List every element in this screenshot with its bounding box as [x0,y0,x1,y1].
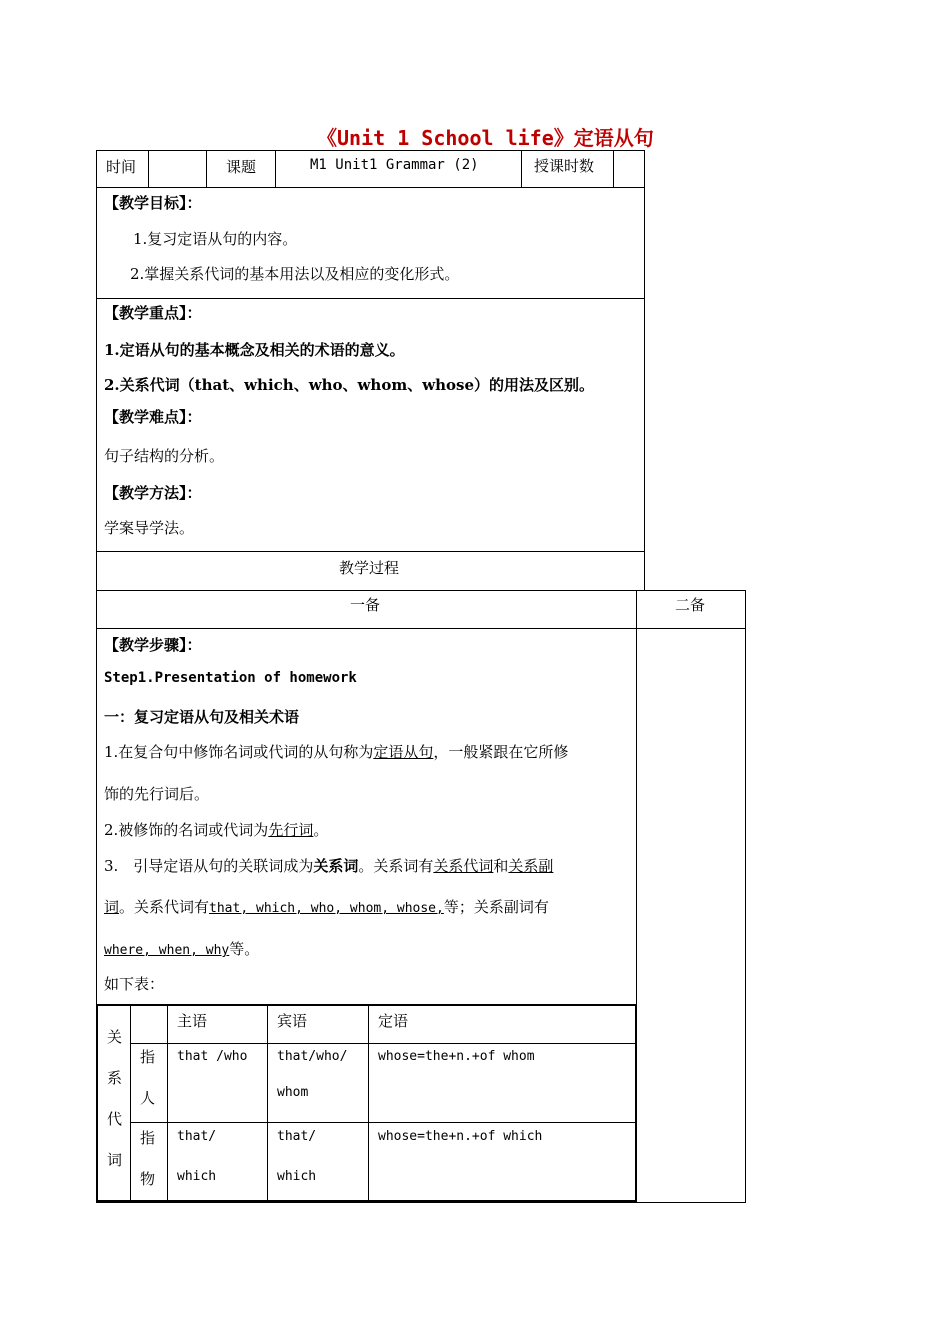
topic-label: 课题 [226,158,257,176]
p1-text-a: 1.在复合句中修饰名词或代词的从句称为 [104,743,374,761]
p1-text-b: ，一般紧跟在它所修 [433,743,569,761]
paragraph-2 [104,819,328,840]
rel-cell-attr-text: whose=the+n.+of which [378,1129,543,1144]
hours-label: 授课时数 [534,157,595,175]
p3-list: that, which, who, whom, whose, [209,901,444,916]
col-second-header [636,590,746,629]
steps-heading: 【教学步骤】： [104,636,202,654]
rel-cell-subject [167,1122,268,1202]
rel-side-cell [96,1004,131,1202]
rel-cell-object-text: that/ [277,1129,317,1144]
rel-cell-attr [368,1043,637,1123]
rel-header-attr [368,1004,637,1044]
time-label: 时间 [106,158,137,176]
process-label: 教学过程 [339,559,400,577]
objectives-section [96,187,645,299]
rel-row-label-char: 指 [140,1129,156,1147]
process-label-cell [96,551,645,591]
p3-term2b: 词 [104,898,120,916]
paragraph-1 [104,741,568,762]
table-intro: 如下表： [104,975,165,993]
methods-text: 学案导学法。 [104,519,195,537]
p3-list2: where, when, why [104,943,230,958]
header-time-value-cell [148,150,207,188]
rel-side-char: 关 [107,1028,123,1046]
rel-side-char: 系 [107,1069,123,1087]
rel-row-label-char: 指 [140,1048,156,1066]
objective-item: 1.复习定语从句的内容。 [133,230,298,248]
col-second-label: 二备 [675,596,706,614]
rel-cell-attr-text: whose=the+n.+of whom [378,1049,535,1064]
p3-text-a: 3. 引导定语从句的关联词成为 [104,857,314,875]
rel-row-label-char: 人 [140,1089,156,1107]
rel-header-subject-label: 主语 [177,1012,208,1030]
objective-item: 2.掌握关系代词的基本用法以及相应的变化形式。 [130,265,460,283]
document-title: 《Unit 1 School life》定语从句 [317,126,654,150]
paragraph-3-line3 [104,938,259,959]
p3-text-b: 。关系词有 [358,857,434,875]
paragraph-3-line2 [104,896,549,917]
header-hours-label-cell [521,150,614,188]
rel-row-label-char: 物 [140,1170,156,1188]
second-prep-body [636,628,746,1203]
p3-term1: 关系代词 [433,857,494,875]
p3-term2a: 关系副 [508,857,554,875]
difficulties-text: 句子结构的分析。 [104,447,225,465]
methods-heading: 【教学方法】： [104,484,202,502]
header-time-label-cell [96,150,149,188]
header-topic-value-cell [275,150,522,188]
header-topic-label-cell [206,150,276,188]
rel-cell-object-text: whom [277,1085,309,1100]
rel-side-char: 词 [107,1151,123,1169]
header-hours-value-cell [613,150,645,188]
keypoint-item: 2.关系代词（that、which、who、whom、whose）的用法及区别。 [104,376,595,394]
rel-side-char: 代 [107,1110,123,1128]
rel-cell-subject-text: that /who [177,1049,248,1064]
rel-header-object [267,1004,369,1044]
p3-bold-term: 关系词 [313,857,359,875]
keypoints-section [96,298,645,552]
difficulties-heading: 【教学难点】： [104,408,202,426]
rel-header-subject [167,1004,268,1044]
rel-corner-cell [130,1004,168,1044]
paragraph-1-cont: 饰的先行词后。 [104,785,210,803]
p2-text-b: 。 [313,821,329,839]
rel-row-label [130,1043,168,1123]
topic-value: M1 Unit1 Grammar (2) [310,157,479,173]
col-first-header [96,590,637,629]
keypoints-heading: 【教学重点】： [104,304,202,322]
p3-text-f: 等。 [229,940,260,958]
p3-text-e: 等；关系副词有 [443,898,549,916]
rel-row-label [130,1122,168,1202]
rel-cell-subject-text: that/ [177,1129,217,1144]
rel-cell-object-text: that/who/ [277,1049,348,1064]
col-first-label: 一备 [350,596,381,614]
paragraph-3 [104,855,553,876]
section1-title: 一：复习定语从句及相关术语 [104,708,300,726]
p2-term: 先行词 [268,821,314,839]
rel-cell-subject [167,1043,268,1123]
objectives-heading: 【教学目标】： [104,194,202,212]
p1-term: 定语从句 [373,743,434,761]
rel-cell-object [267,1122,369,1202]
p3-text-d: 。关系代词有 [119,898,210,916]
rel-header-object-label: 宾语 [277,1012,308,1030]
step1-title: Step1.Presentation of homework [104,670,357,686]
p2-text-a: 2.被修饰的名词或代词为 [104,821,269,839]
rel-cell-subject-text: which [177,1169,217,1184]
rel-cell-attr [368,1122,637,1202]
rel-cell-object [267,1043,369,1123]
rel-cell-object-text: which [277,1169,317,1184]
keypoint-item: 1.定语从句的基本概念及相关的术语的意义。 [104,341,405,359]
rel-header-attr-label: 定语 [378,1012,409,1030]
p3-text-c: 和 [493,857,509,875]
